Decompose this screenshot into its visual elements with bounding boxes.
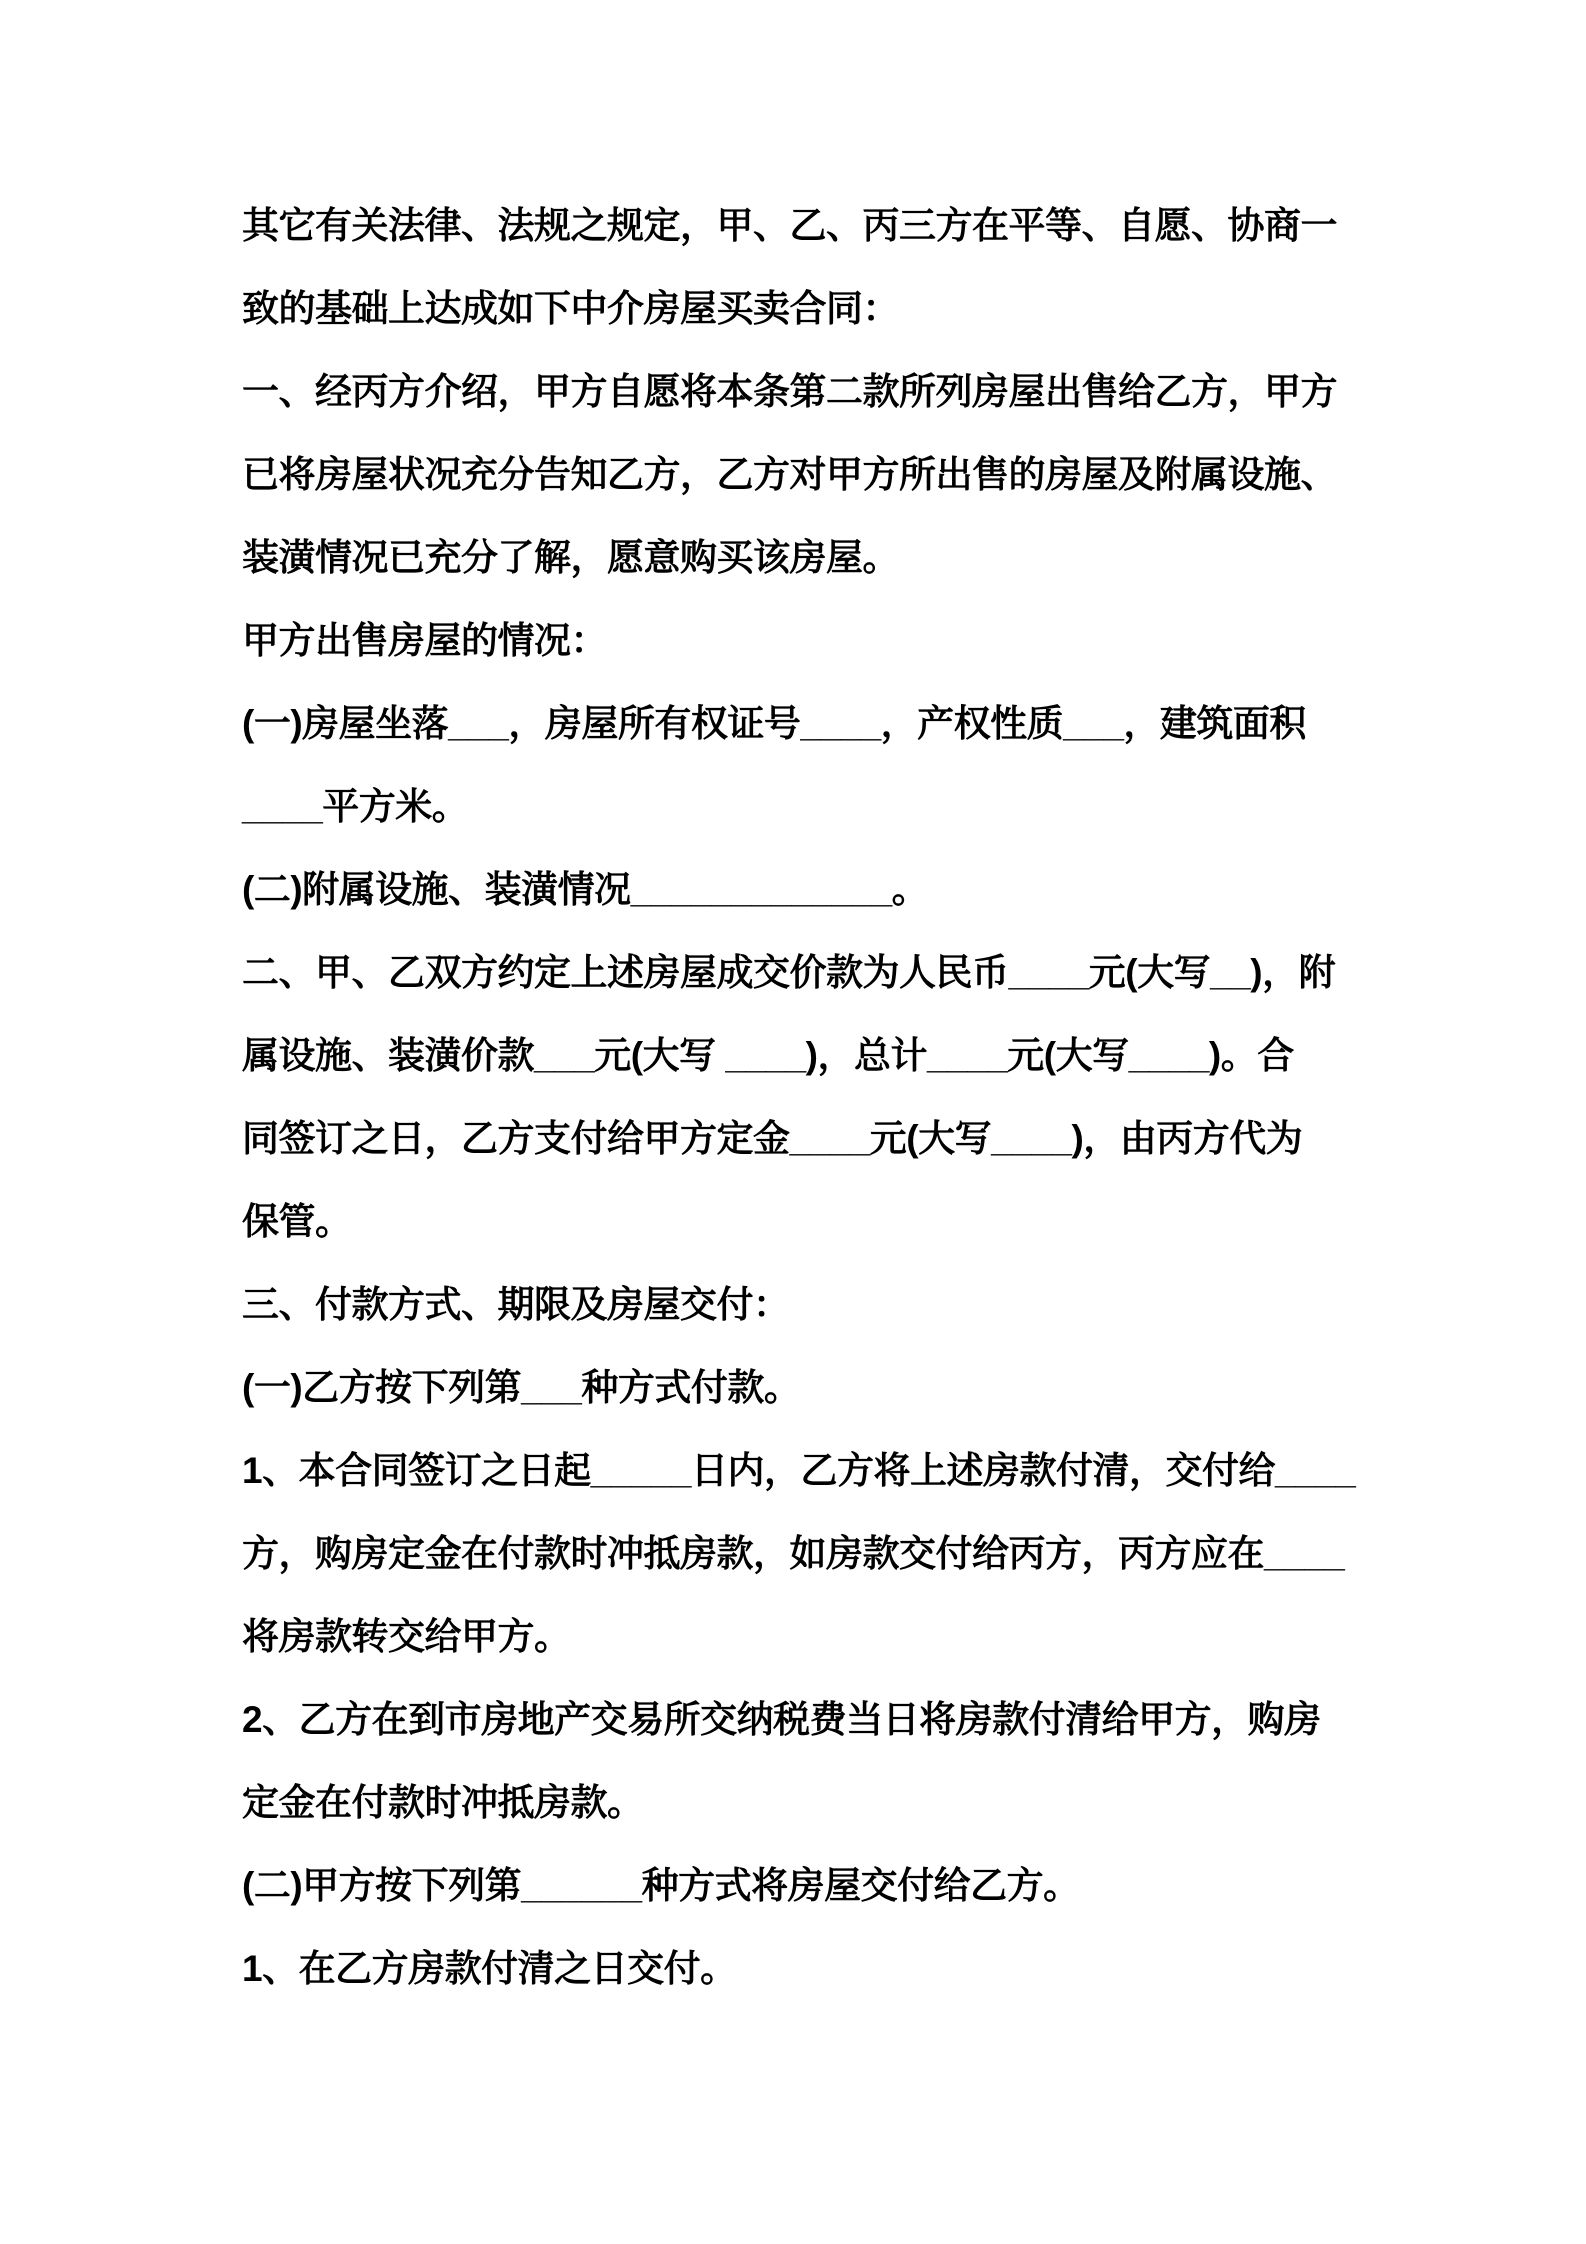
contract-line-18: 将房款转交给甲方。 bbox=[242, 1616, 571, 1657]
contract-line-22: 1、在乙方房款付清之日交付。 bbox=[242, 1948, 737, 1989]
contract-line-7: (一)房屋坐落___，房屋所有权证号____，产权性质___，建筑面积 bbox=[242, 703, 1306, 744]
contract-line-9: (二)附属设施、装潢情况_____________。 bbox=[242, 869, 929, 910]
contract-line-19: 2、乙方在到市房地产交易所交纳税费当日将房款付清给甲方，购房 bbox=[242, 1699, 1321, 1740]
contract-line-20: 定金在付款时冲抵房款。 bbox=[242, 1782, 644, 1823]
contract-line-13: 保管。 bbox=[242, 1201, 352, 1242]
contract-line-3: 一、经丙方介绍，甲方自愿将本条第二款所列房屋出售给乙方，甲方 bbox=[242, 371, 1337, 412]
contract-line-10: 二、甲、乙双方约定上述房屋成交价款为人民币____元(大写__)，附 bbox=[242, 952, 1336, 993]
contract-line-11: 属设施、装潢价款___元(大写 ____)，总计____元(大写____)。合 bbox=[242, 1035, 1294, 1076]
contract-line-6: 甲方出售房屋的情况： bbox=[242, 620, 607, 661]
contract-line-14: 三、付款方式、期限及房屋交付： bbox=[242, 1284, 790, 1325]
contract-line-5: 装潢情况已充分了解，愿意购买该房屋。 bbox=[242, 537, 899, 578]
contract-line-4: 已将房屋状况充分告知乙方，乙方对甲方所出售的房屋及附属设施、 bbox=[242, 454, 1337, 495]
contract-line-8: ____平方米。 bbox=[242, 786, 469, 827]
contract-line-21: (二)甲方按下列第______种方式将房屋交付给乙方。 bbox=[242, 1865, 1080, 1906]
contract-line-1: 其它有关法律、法规之规定，甲、乙、丙三方在平等、自愿、协商一 bbox=[242, 205, 1337, 246]
contract-line-12: 同签订之日，乙方支付给甲方定金____元(大写____)，由丙方代为 bbox=[242, 1118, 1303, 1159]
contract-line-17: 方，购房定金在付款时冲抵房款，如房款交付给丙方，丙方应在____ bbox=[242, 1533, 1345, 1574]
contract-line-2: 致的基础上达成如下中介房屋买卖合同： bbox=[242, 288, 899, 329]
contract-line-16: 1、本合同签订之日起_____日内，乙方将上述房款付清，交付给____ bbox=[242, 1450, 1356, 1491]
contract-line-15: (一)乙方按下列第___种方式付款。 bbox=[242, 1367, 801, 1408]
